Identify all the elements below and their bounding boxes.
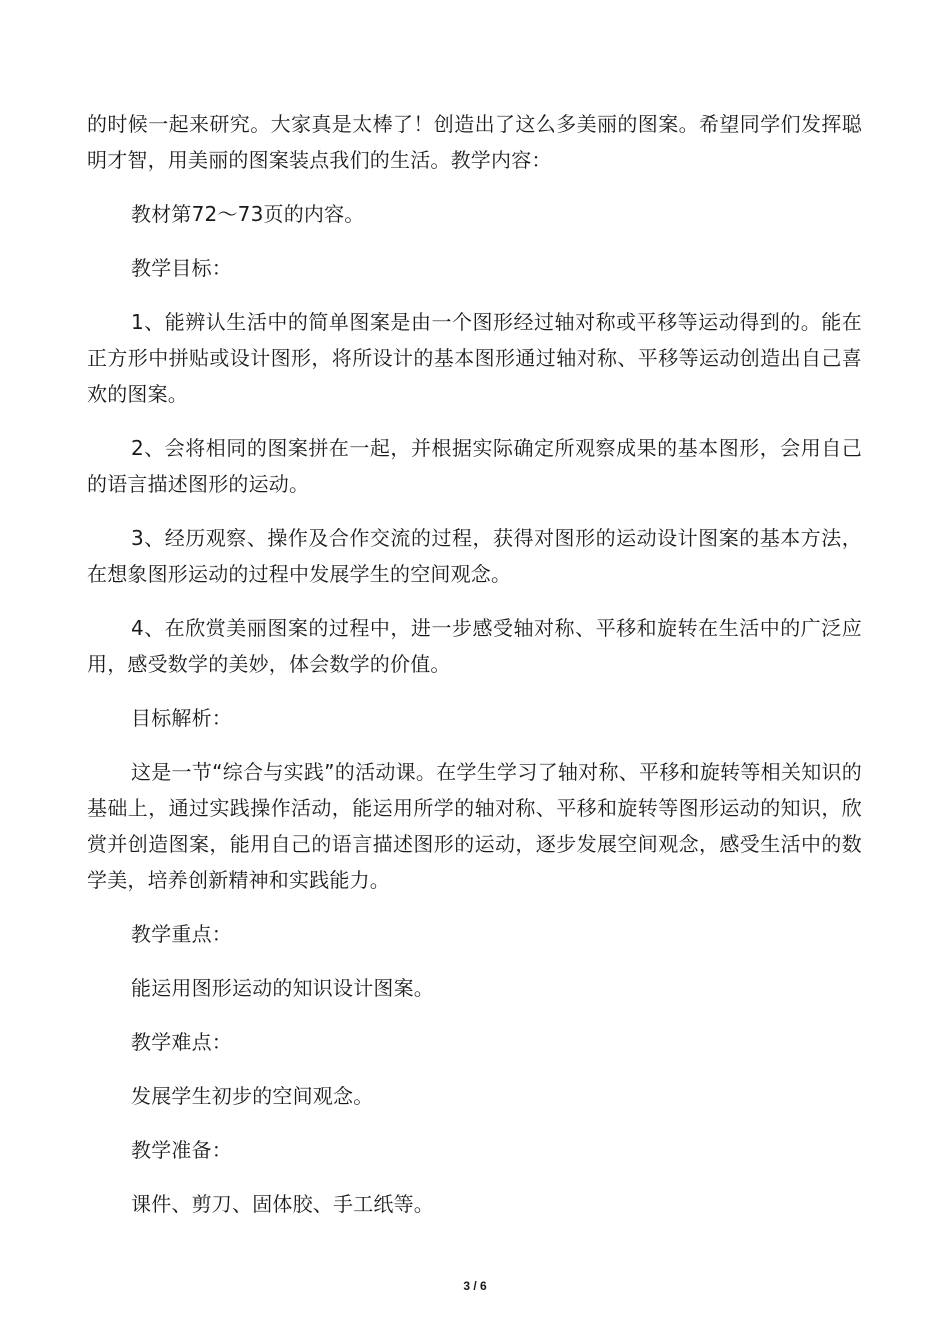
paragraph-continuation: 的时候一起来研究。大家真是太棒了！创造出了这么多美丽的图案。希望同学们发挥聪明才智，用美丽的图案装点我们的生活。教学内容： [87,112,862,172]
goal-item-2: 2、会将相同的图案拼在一起，并根据实际确定所观察成果的基本图形，会用自己的语言描述图形的运动。 [87,436,862,496]
heading-goal-analysis: 目标解析： [131,706,232,730]
goal-item-1: 1、能辨认生活中的简单图案是由一个图形经过轴对称或平移等运动得到的。能在正方形中拼贴或设计图形，将所设计的基本图形通过轴对称、平移等运动创造出自己喜欢的图案。 [87,310,862,406]
document-body [87,106,862,1222]
paragraph-preparation: 课件、剪刀、固体胶、手工纸等。 [131,1192,434,1216]
paragraph-difficulties: 发展学生初步的空间观念。 [131,1084,374,1108]
goal-item-4: 4、在欣赏美丽图案的过程中，进一步感受轴对称、平移和旋转在生活中的广泛应用，感受数学的美妙，体会数学的价值。 [87,616,862,676]
paragraph-textbook-pages: 教材第72～73页的内容。 [131,202,365,226]
paragraph-goal-analysis: 这是一节“综合与实践”的活动课。在学生学习了轴对称、平移和旋转等相关知识的基础上，通过实践操作活动，能运用所学的轴对称、平移和旋转等图形运动的知识，欣赏并创造图案，能用自己的语言描述图形的运动，逐步发展空间观念，感受生活中的数学美，培养创新精神和实践能力。 [87,760,862,892]
goal-item-3: 3、经历观察、操作及合作交流的过程，获得对图形的运动设计图案的基本方法，在想象图形运动的过程中发展学生的空间观念。 [87,526,862,586]
page-number: 3 / 6 [463,1279,487,1293]
heading-key-points: 教学重点： [131,922,232,946]
heading-teaching-goals: 教学目标： [131,256,232,280]
heading-difficulties: 教学难点： [131,1030,232,1054]
paragraph-key-points: 能运用图形运动的知识设计图案。 [131,976,434,1000]
heading-preparation: 教学准备： [131,1138,232,1162]
